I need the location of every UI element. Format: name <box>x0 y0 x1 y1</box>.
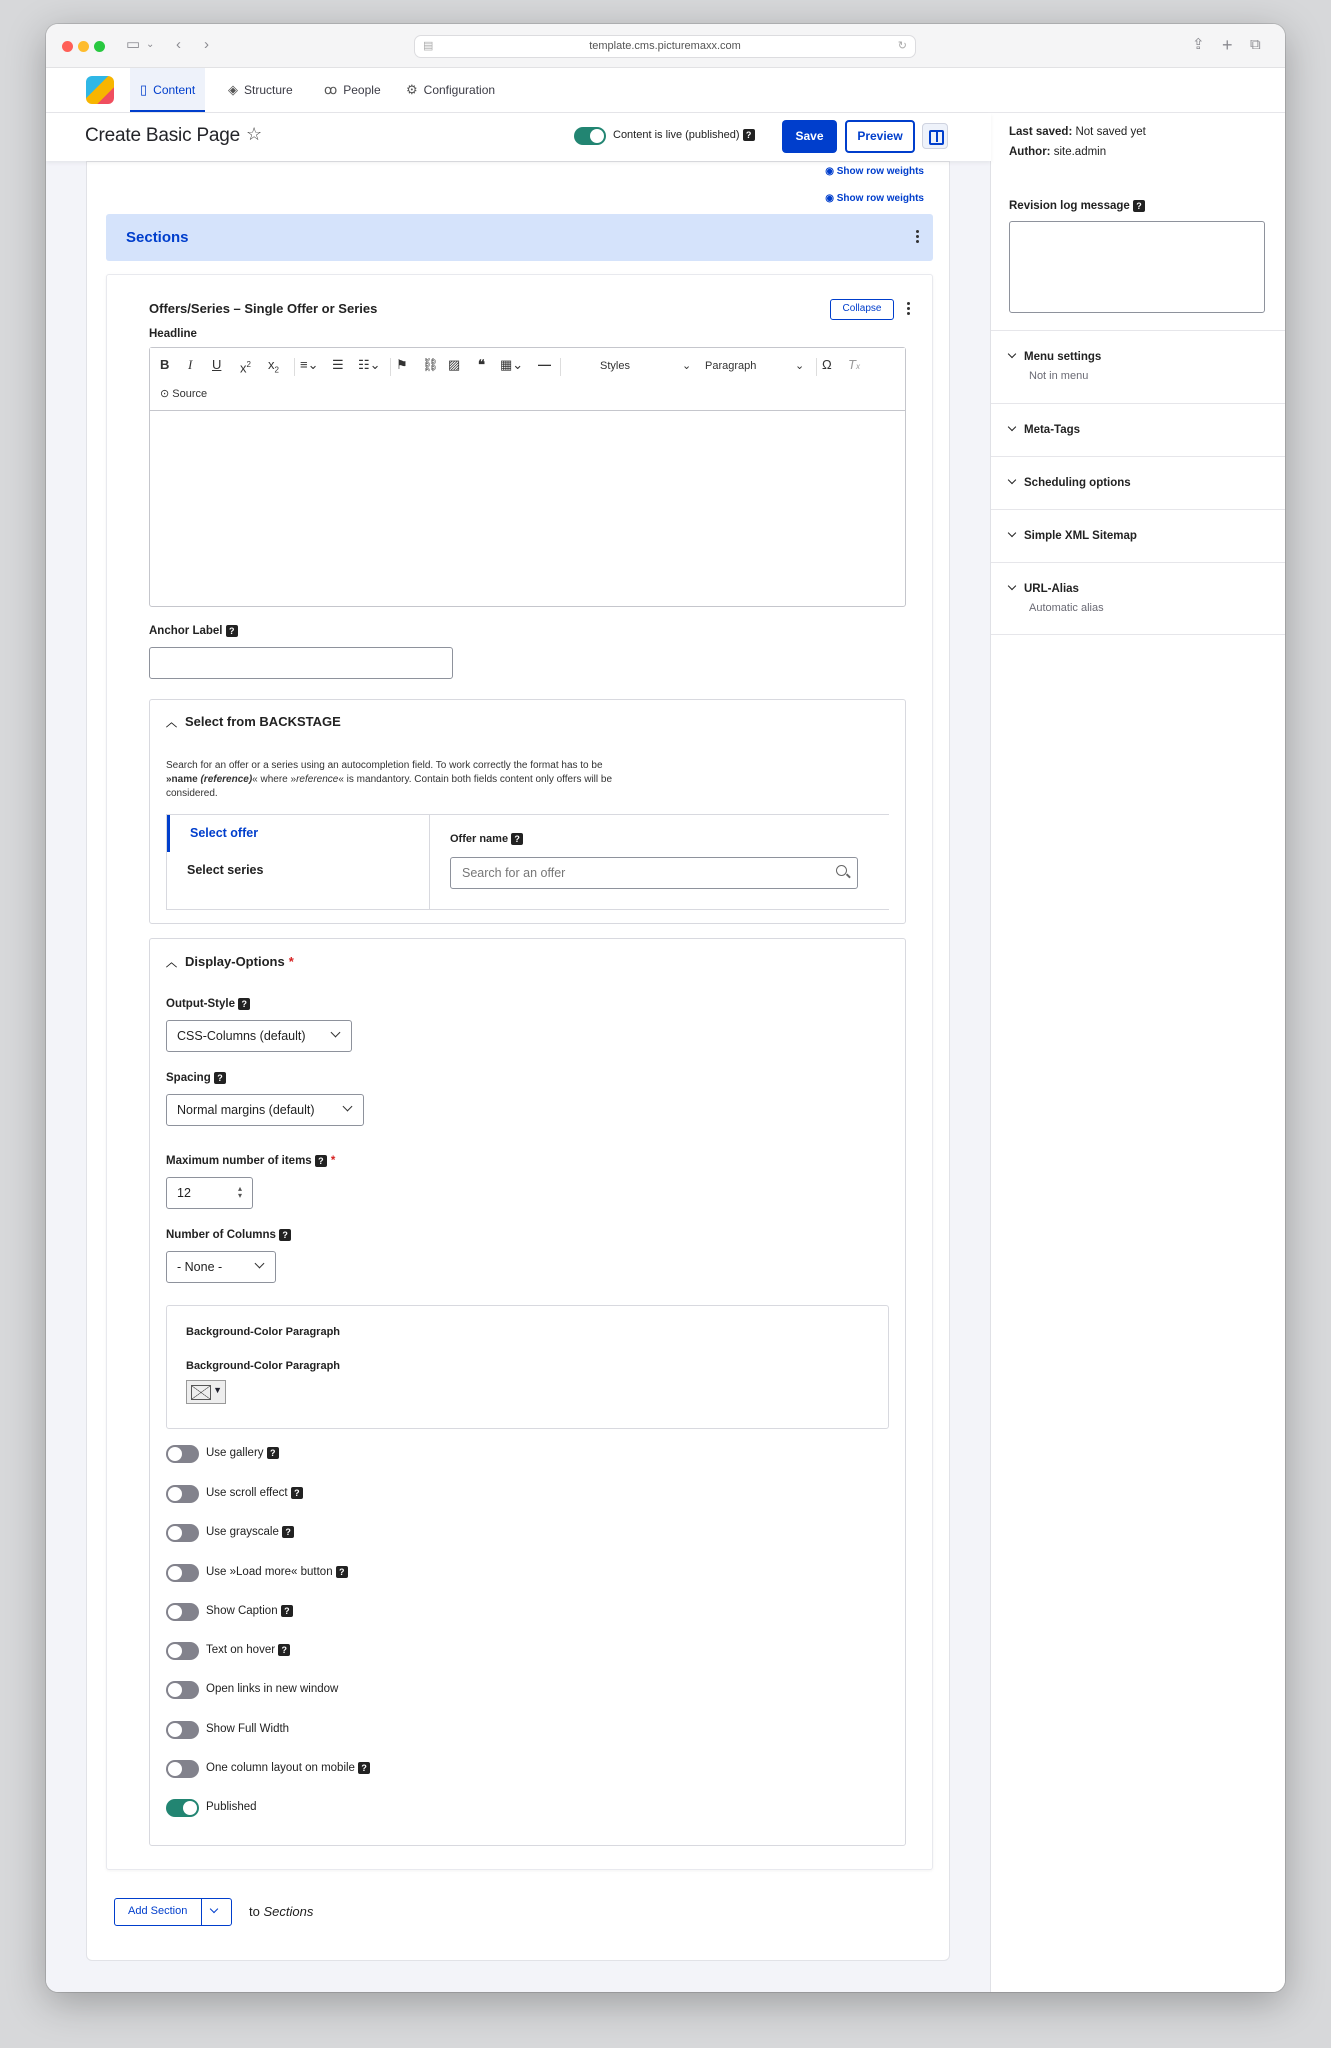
zoom-window-button[interactable] <box>94 41 105 52</box>
page-title: Create Basic Page <box>85 125 241 146</box>
chevron-down-icon[interactable]: ⌄ <box>146 39 155 50</box>
max-items-stepper[interactable]: 12 ▴ ▾ <box>166 1177 253 1209</box>
minimize-window-button[interactable] <box>78 41 89 52</box>
help-icon[interactable]: ? <box>214 1072 226 1084</box>
backstage-summary[interactable]: ︿ Select from BACKSTAGE <box>166 714 341 729</box>
meta-tags-section <box>991 403 1285 456</box>
url-text: template.cms.picturemaxx.com <box>589 40 741 52</box>
help-icon[interactable]: ? <box>358 1762 370 1774</box>
help-icon[interactable]: ? <box>511 833 523 845</box>
offer-name-label: Offer name <box>450 833 509 845</box>
address-bar[interactable] <box>414 35 916 58</box>
bold-icon[interactable]: B <box>160 357 170 372</box>
chevron-up-icon: ︿ <box>166 957 177 969</box>
url-alias-section <box>991 562 1285 635</box>
help-icon[interactable]: ? <box>238 998 250 1010</box>
document-icon: ▯ <box>140 82 148 97</box>
help-icon[interactable]: ? <box>315 1155 327 1167</box>
nav-item-structure[interactable]: ◈ Structure <box>218 68 303 112</box>
spacing-label: Spacing <box>166 1072 211 1085</box>
required-marker: * <box>288 954 294 969</box>
numbered-list-icon[interactable]: ☷⌄ <box>358 357 381 372</box>
close-window-button[interactable] <box>62 41 73 52</box>
background-color-group <box>166 1305 889 1429</box>
toggle-one-column-mobile[interactable] <box>166 1760 199 1778</box>
chevron-down-icon <box>1008 423 1016 431</box>
output-style-label: Output-Style <box>166 998 235 1011</box>
color-picker[interactable] <box>186 1380 226 1404</box>
display-options-details: ︿ Display-Options * Output-Style ? CSS-Columns (default) Spacing ? Normal margins (default) Maximum number of items ? * 12 ▴ ▾ Number of Columns ? - None - Background-Color Paragraph Background-Color Paragraph ▼ Use gallery ? Use scroll effect ? Use grayscale ? Use »Load more« button ? Show Caption ? Text on hover ? Open links in new window Show Full Width One column layout on mobile ? Published <box>149 938 906 1846</box>
paragraph-format-dropdown[interactable]: Paragraph ⌄ <box>705 357 805 375</box>
dropdown-arrow-icon: ▼ <box>213 1385 222 1395</box>
italic-icon[interactable]: I <box>188 357 193 372</box>
chevron-down-icon <box>1008 476 1016 484</box>
max-items-label: Maximum number of items <box>166 1155 312 1168</box>
toggle-show-caption[interactable] <box>166 1603 199 1621</box>
meta-sidebar <box>991 113 1285 1992</box>
source-button[interactable]: ⊙ Source <box>160 388 208 400</box>
sitemap-toggle[interactable]: Simple XML Sitemap <box>1009 530 1137 542</box>
special-characters-icon[interactable]: Ω <box>822 357 832 372</box>
headline-editor <box>149 347 906 607</box>
last-saved: Last saved: Not saved yet <box>1009 126 1146 138</box>
help-icon[interactable]: ? <box>336 1566 348 1578</box>
paragraph-title: Offers/Series – Single Offer or Series <box>149 301 378 316</box>
source-icon: ⊙ <box>160 388 170 400</box>
bg-field-label: Background-Color Paragraph <box>186 1360 341 1372</box>
chevron-down-icon <box>255 1259 265 1269</box>
sections-title: Sections <box>126 229 189 246</box>
backstage-description: Search for an offer or a series using an autocompletion field. To work correctly the format has to be »name (reference)« where »reference« is mandantory. Contain both fields content only offers will be considered. <box>166 760 613 799</box>
search-icon <box>836 865 847 876</box>
chevron-down-icon <box>1008 529 1016 537</box>
toggle-open-links-new-window[interactable] <box>166 1681 199 1699</box>
show-row-weights-link[interactable]: ◉ Show row weights <box>825 166 924 177</box>
chevron-up-icon: ︿ <box>166 717 177 729</box>
styles-dropdown[interactable]: Styles ⌄ <box>600 357 690 375</box>
help-icon[interactable]: ? <box>279 1229 291 1241</box>
bg-group-label: Background-Color Paragraph <box>186 1326 341 1338</box>
toggle-label: Show Full Width <box>206 1723 290 1735</box>
backstage-vertical-tabs <box>166 814 889 910</box>
offer-panel <box>429 815 889 909</box>
chevron-down-icon <box>1008 582 1016 590</box>
meta-tags-toggle[interactable]: Meta-Tags <box>1009 424 1080 436</box>
toggle-text-on-hover[interactable] <box>166 1642 199 1660</box>
subscript-icon[interactable]: $x_2$ <box>268 357 279 375</box>
help-icon[interactable]: ? <box>1133 200 1145 212</box>
share-icon[interactable]: ⇪ <box>1192 36 1205 53</box>
sidebar-panel-toggle-icon[interactable] <box>922 123 948 149</box>
people-icon: ꝏ <box>324 82 338 97</box>
logo[interactable] <box>86 76 114 104</box>
menu-settings-summary: Not in menu <box>1029 370 1089 382</box>
content-card <box>86 161 950 1961</box>
toggle-published[interactable] <box>166 1799 199 1817</box>
tab-overview-icon[interactable]: ⧉ <box>1250 36 1261 53</box>
chevron-down-icon <box>1008 350 1016 358</box>
chevron-down-icon[interactable] <box>210 1905 218 1913</box>
back-icon[interactable]: ‹ <box>176 36 181 53</box>
sidebar-toggle-icon[interactable]: ▭ <box>126 36 141 53</box>
forward-icon[interactable]: › <box>204 36 209 53</box>
display-options-summary[interactable]: ︿ Display-Options * <box>166 954 294 969</box>
nav-item-people[interactable]: ꝏ People <box>314 68 391 112</box>
kebab-menu-icon[interactable] <box>916 230 919 245</box>
columns-label: Number of Columns <box>166 1229 276 1242</box>
underline-icon[interactable]: U <box>212 357 222 372</box>
tab-select-offer[interactable]: Select offer <box>167 815 429 852</box>
page-settings-icon[interactable]: ▤ <box>423 40 434 52</box>
chevron-down-icon: ⌄ <box>795 360 805 372</box>
help-icon[interactable]: ? <box>291 1487 303 1499</box>
help-icon[interactable]: ? <box>282 1526 294 1538</box>
editor-toolbar <box>150 348 905 411</box>
tab-select-series[interactable]: Select series <box>187 863 264 877</box>
sitemap-section <box>991 509 1285 562</box>
url-alias-summary: Automatic alias <box>1029 602 1104 614</box>
anchor-label: Anchor Label <box>149 625 223 638</box>
backstage-details <box>149 699 906 924</box>
toggle-use-scroll-effect[interactable] <box>166 1485 199 1503</box>
menu-settings-section <box>991 330 1285 403</box>
scheduling-toggle[interactable]: Scheduling options <box>1009 477 1131 489</box>
link-icon[interactable]: ⛓ <box>422 357 439 372</box>
superscript-icon[interactable]: $x^2$ <box>240 360 251 376</box>
flag-icon[interactable]: ⚑ <box>396 357 408 372</box>
toggle-load-more[interactable] <box>166 1564 199 1582</box>
reload-icon[interactable]: ↻ <box>897 40 907 52</box>
kebab-menu-icon[interactable] <box>907 302 910 317</box>
toggle-label: Open links in new window <box>206 1683 339 1695</box>
stepper-arrows-icon[interactable]: ▴ ▾ <box>237 1184 242 1200</box>
blockquote-icon[interactable]: ❝ <box>478 357 485 372</box>
image-icon[interactable]: ▨ <box>448 357 461 372</box>
add-section-button[interactable]: Add Section <box>114 1898 232 1926</box>
help-icon[interactable]: ? <box>267 1447 279 1459</box>
toggle-label: Published <box>206 1801 257 1813</box>
offer-search-input[interactable]: Search for an offer <box>450 857 858 889</box>
remove-format-icon[interactable]: Tx <box>848 357 860 372</box>
toggle-use-gallery[interactable] <box>166 1445 199 1463</box>
bulleted-list-icon[interactable]: ☰ <box>332 357 344 372</box>
help-icon[interactable]: ? <box>278 1644 290 1656</box>
chevron-down-icon <box>343 1102 353 1112</box>
anchor-label-input[interactable] <box>149 647 453 679</box>
chevron-down-icon <box>331 1028 341 1038</box>
nav-item-configuration[interactable]: ⚙ Configuration <box>396 68 505 112</box>
headline-label: Headline <box>149 328 197 340</box>
spacing-select[interactable]: Normal margins (default) <box>166 1094 364 1126</box>
add-section-target: to Sections <box>249 1904 314 1919</box>
collapse-button[interactable]: Collapse <box>830 299 894 320</box>
help-icon[interactable]: ? <box>281 1605 293 1617</box>
toggle-show-full-width[interactable] <box>166 1721 199 1739</box>
revision-log-textarea[interactable] <box>1009 221 1265 313</box>
table-icon[interactable]: ▦⌄ <box>500 357 524 372</box>
new-tab-icon[interactable]: + <box>1222 35 1233 55</box>
browser-window <box>46 24 1285 1992</box>
toggle-use-grayscale[interactable] <box>166 1524 199 1542</box>
author: Author: site.admin <box>1009 146 1107 158</box>
gear-icon: ⚙ <box>406 82 418 97</box>
revision-log-label: Revision log message <box>1009 200 1130 213</box>
live-status-text: Content is live (published) <box>613 129 740 141</box>
align-icon[interactable]: ≡⌄ <box>300 357 319 372</box>
help-icon[interactable]: ? <box>226 625 238 637</box>
required-marker: * <box>330 1155 336 1168</box>
paragraph-offers-series <box>106 274 933 1870</box>
page-header <box>46 113 991 161</box>
save-button[interactable]: Save <box>782 120 837 153</box>
sections-header <box>106 214 933 261</box>
horizontal-line-icon[interactable]: — <box>538 357 551 372</box>
star-icon[interactable]: ☆ <box>246 124 263 144</box>
nav-item-content[interactable]: ▯ Content <box>130 68 205 112</box>
no-color-icon <box>191 1385 211 1400</box>
columns-select[interactable]: - None - <box>166 1251 276 1283</box>
scheduling-section <box>991 456 1285 509</box>
show-row-weights-link[interactable]: ◉ Show row weights <box>825 193 924 204</box>
layers-icon: ◈ <box>228 82 238 97</box>
chevron-down-icon: ⌄ <box>682 360 692 372</box>
browser-titlebar <box>46 24 1285 68</box>
main-content <box>46 113 991 1992</box>
preview-button[interactable]: Preview <box>845 120 915 153</box>
help-icon[interactable]: ? <box>743 129 755 141</box>
output-style-select[interactable]: CSS-Columns (default) <box>166 1020 352 1052</box>
published-toggle[interactable] <box>574 127 606 145</box>
top-navigation <box>46 68 1285 113</box>
menu-settings-toggle[interactable]: Menu settings <box>1009 351 1101 363</box>
url-alias-toggle[interactable]: URL-Alias <box>1009 583 1079 595</box>
